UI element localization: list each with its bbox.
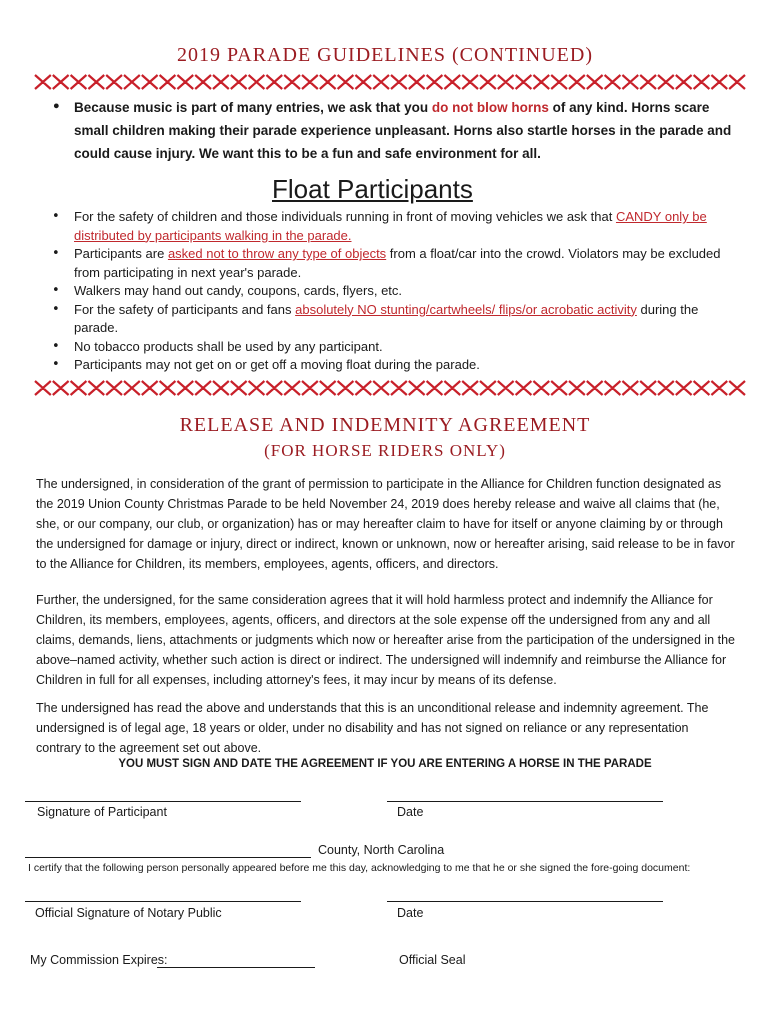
notary-date-line[interactable]: [387, 901, 663, 902]
horns-warning-highlight: do not blow horns: [431, 100, 549, 115]
stunting-rule-highlight: absolutely NO stunting/cartwheels/ flips/or acrobatic activity: [295, 301, 637, 317]
float-rule-item: • For the safety of participants and fans absolutely NO stunting/cartwheels/ flips/or acrobatic activity during the parade.: [52, 301, 742, 338]
release-agreement-subtitle: (FOR HORSE RIDERS ONLY): [264, 441, 506, 460]
indemnity-paragraph: Further, the undersigned, for the same consideration agrees that it will hold harmless protect and indemnify the Alliance for Children, its members, employees, agents, officers, and directors at the sole expense off the undersigned from any and all claims, demands, liens, attachments or judgments which now or hereafter arise from the participation of the undersigned in the above–named activity, whether such action is direct or indirect. The undersigned will indemnify and reimburse the Alliance for Children in full for all expenses, including attorney's fees, it may incur by means of its defense.: [36, 593, 735, 687]
top-decorative-divider: [34, 74, 746, 90]
release-agreement-title: RELEASE AND INDEMNITY AGREEMENT: [179, 414, 591, 436]
commission-expires-label: My Commission Expires:: [30, 953, 168, 967]
divider-pattern: [35, 381, 745, 395]
float-rule-item: • Participants are asked not to throw any type of objects from a float/car into the crowd. Violators may be excluded from participating in next year's parade.: [52, 245, 742, 282]
release-paragraph: The undersigned, in consideration of the grant of permission to participate in the Alliance for Children function designated as the 2019 Union County Christmas Parade to be held November 24, 2019 does hereby release and waive all claims that (he, she, or our company, our club, or organization) has or may hereafter claim to have for itself or anyone claiming by or through the undersigned for damage or injury, direct or indirect, known or unknown, now or hereafter arising, said release to be in favor to the Alliance for Children, its members, employees, agents, officers, and directors.: [36, 477, 735, 571]
county-line[interactable]: [25, 857, 311, 858]
acknowledgement-paragraph: The undersigned has read the above and understands that this is an unconditional release and indemnity agreement. The undersigned is of legal age, 18 years or older, under no disability and has not signed on reliance or any representation contrary to the agreement set out above.: [36, 701, 709, 755]
sign-notice: YOU MUST SIGN AND DATE THE AGREEMENT IF YOU ARE ENTERING A HORSE IN THE PARADE: [118, 758, 652, 770]
page-title: 2019 PARADE GUIDELINES (CONTINUED): [176, 44, 593, 66]
float-participants-list: [52, 208, 742, 375]
participant-signature-label: Signature of Participant: [37, 805, 167, 819]
county-label: County, North Carolina: [318, 843, 445, 857]
notary-signature-label: Official Signature of Notary Public: [35, 906, 222, 920]
commission-expires-line[interactable]: [157, 967, 315, 968]
float-participants-heading: Float Participants: [272, 174, 473, 204]
notary-signature-line[interactable]: [25, 901, 301, 902]
float-rule-item: • For the safety of children and those individuals running in front of moving vehicles we ask that CANDY only be distributed by participants walking in the parade.: [52, 208, 742, 245]
notary-date-label: Date: [397, 906, 424, 920]
float-rule-item: • Participants may not get on or get off a moving float during the parade.: [52, 356, 742, 375]
participant-date-line[interactable]: [387, 801, 663, 802]
music-guideline-item: • Because music is part of many entries, we ask that you do not blow horns of any kind. Horns scare small children making their parade experience unpleasant. Horns also startle horses in the parade and could cause injury. We want this to be a fun and safe environment for all.: [52, 96, 732, 165]
middle-decorative-divider: [34, 380, 746, 396]
float-rule-item: • No tobacco products shall be used by any participant.: [52, 338, 742, 357]
participant-date-label: Date: [397, 805, 424, 819]
participant-signature-line[interactable]: [25, 801, 301, 802]
notary-certification-text: I certify that the following person personally appeared before me this day, acknowledging to me that he or she signed the fore-going document:: [28, 862, 691, 874]
candy-rule-highlight: CANDY only be distributed by participants walking in the parade.: [74, 209, 707, 243]
divider-pattern: [35, 75, 745, 89]
throwing-rule-highlight: asked not to throw any type of objects: [167, 246, 387, 261]
float-rule-item: • Walkers may hand out candy, coupons, cards, flyers, etc.: [52, 282, 742, 301]
official-seal-label: Official Seal: [399, 953, 466, 967]
music-guideline-list: [52, 96, 732, 165]
